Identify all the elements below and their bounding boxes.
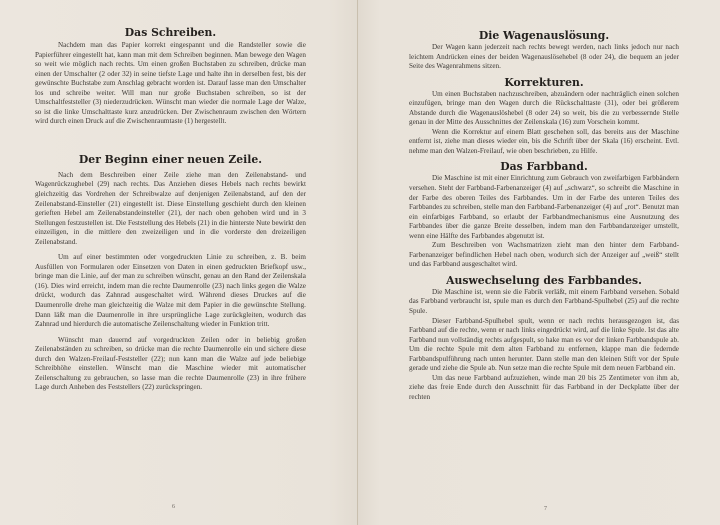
page-number-left: 6 — [172, 504, 175, 510]
page-number-right: 7 — [544, 506, 547, 512]
right-page — [358, 0, 720, 525]
paragraph: Um das neue Farbband aufzuziehen, winde man 20 bis 25 Zentimeter von ihm ab, ziehe das freie Ende durch den Ausschnitt für das Farbband in der Deckplatte über der rechten — [409, 373, 679, 401]
section-heading-farbband: Das Farbband. — [500, 160, 588, 174]
section-heading-das-schreiben: Das Schreiben. — [124, 26, 217, 39]
right-page-text — [409, 29, 679, 403]
paragraph: Um einen Buchstaben nachzuschreiben, abzuändern oder nachträglich einen solchen einzufügen, bringe man den Wagen durch die Rückschalttaste (31), oder bei größerem Abstande durch die Wagenauslöshebel (8 oder 24) so weit, bis die zu verbessernde Stelle genau in der Mitte des Ausschnittes der Zeilenskala (16) zum Vorschein kommt. — [409, 89, 679, 127]
paragraph: Nachdem man das Papier korrekt eingespannt und die Randsteller sowie die Papierführer eingestellt hat, kann man mit dem Schreiben beginnen. Man bewege den Wagen so weit wie möglich nach rechts. Um einen großen Buchstaben zu schreiben, drücke man einen der Umschalter (2 oder 32) in seine tiefste Lage und halte ihn in derselben fest, bis der gewünschte Buchstabe zum Anschlag gebracht worden ist. Darauf lasse man den Umschalter los und schreibe weiter. Will man nur große Buchstaben schreiben, so ist der Umschaltfeststeller (3) niederzudrücken. Wünscht man wieder die normale Lage der Walze, so ist die linke Umschalttaste kurz anzudrücken. Der Zwischenraum zwischen den Wörtern wird durch einen Druck auf die Zwischenraumtaste (1) hergestellt. — [35, 41, 306, 126]
section-heading-auswechselung: Auswechselung des Farbbandes. — [446, 273, 642, 287]
paragraph: Die Maschine ist, wenn sie die Fabrik verläßt, mit einem Farbband versehen. Sobald das Farbband verbraucht ist, spule man es durch den Farbband-Spulhebel (25) auf die rechte Spule. — [409, 287, 679, 316]
paragraph: Der Wagen kann jederzeit nach rechts bewegt werden, nach links jedoch nur nach leichtem Andrücken eines der beiden Wagenauslösehebel (8 oder 24), die bequem an jeder Seite des Wagenrahmens sitzen. — [409, 43, 679, 71]
section-heading-neue-zeile: Der Beginn einer neuen Zeile. — [78, 152, 263, 166]
paragraph: Um auf einer bestimmten oder vorgedruckten Linie zu schreiben, z. B. beim Ausfüllen von Formularen oder Einsetzen von Daten in einen gedruckten Briefkopf usw., bringe man die Linie, auf der man zu schreiben wünscht, genau an den Rand der Zeilenskala (16). Dies wird erreicht, indem man die rechte Daumenrolle (23) nach links gegen die Walze drückt, wodurch das Zahnrad ausgeschaltet wird. Während dieses Druckes auf die Daumenrolle drehe man gleichzeitig die Walze mit dem Papier in die gewünschte Stellung. Dann läßt man die Daumenrolle in ihre ursprüngliche Lage zurückgleiten, wodurch das Zahnrad und hierdurch die automatische Zeilenschaltung wieder in Funktion tritt. — [35, 253, 306, 329]
section-heading-wagenausloesung: Die Wagenauslösung. — [478, 29, 610, 42]
paragraph: Wünscht man dauernd auf vorgedruckten Zeilen oder in beliebig großen Zeilenabständen zu schreiben, so drücke man die rechte Daumenrolle ein und sichere diese durch den Walzen-Freilauf-Feststeller (22); nun kann man die Walze auf jede beliebige Schreibhöhe einstellen. Wünscht man die Maschine wieder mit automatischer Zeilenschaltung zu gebrauchen, so lasse man die rechte Daumenrolle (23) in ihre frühere Lage durch Anheben des Feststellers (22) zurückspringen. — [35, 335, 306, 392]
paragraph: Dieser Farbband-Spulhebel spult, wenn er nach rechts herausgezogen ist, das Farbband auf die rechte, wenn er nach links eingedrückt wird, auf die linke Spule. Ist das alte Farbband nun vollständig rechts aufgespult, so hake man es vor der linken Farbbandspule ab. Um die rechte Spule mit dem alten Farbband zu entfernen, klappe man die federnde Farbbandspulführung nach unten herunter. Dann stelle man den kleinen Stift vor der Spule gerade und ziehe die Spule ab. Nun setze man die rechte Spule mit dem neuen Farbband ein. — [409, 316, 679, 373]
left-page — [0, 0, 357, 525]
paragraph: Wenn die Korrektur auf einem Blatt geschehen soll, das bereits aus der Maschine entfernt ist, ziehe man dieses wieder ein, bis die Schrift über der Skala (16) erscheint. Evtl. nehme man den Walzen-Freilauf, wie oben beschrieben, zu Hilfe. — [409, 127, 679, 155]
paragraph: Nach dem Beschreiben einer Zeile ziehe man den Zeilenabstand- und Wagenrückzughebel (29) nach rechts. Das Anziehen dieses Hebels nach rechts bewirkt gleichzeitig das Vordrehen der Schreibwalze auf denjenigen Zeilenabstand, auf den der Zeilenabstand-Einsteller (21) eingestellt ist. Diese Einstellung geschieht durch den kleinen gerieften Hebel am Zeilenabstandeinsteller (21), der nach oben gehoben wird und in 3 Stellungen festzustellen ist. Die Feststellung des Hebels (21) in die hinterste Nute bewirkt den einzeiligen, in die mittlere den zweizeiligen und in die vorderste den dreizeiligen Zeilenabstand. — [35, 170, 306, 246]
paragraph: Zum Beschreiben von Wachsmatrizen zieht man den hinter dem Farbband-Farbenanzeiger befindlichen Hebel nach oben, wodurch sich der Anzeiger auf „weiß“ stellt und das Farbband ausgeschaltet wird. — [409, 241, 679, 269]
section-heading-korrekturen: Korrekturen. — [504, 75, 584, 89]
left-page-text — [35, 26, 306, 393]
paragraph: Die Maschine ist mit einer Einrichtung zum Gebrauch von zweifarbigen Farbbändern versehen. Steht der Farbband-Farbenanzeiger (4) auf „schwarz“, so schreibt die Maschine in der Farbe des oberen Teiles des Farbbandes. Um in der Farbe des unteren Teiles des Farbbandes zu schreiben, stelle man den Farbband-Farbenanzeiger (4) auf „rot“. Benutzt man ein einfarbiges Farbband, so erlaubt der Farbbandmechanismus eine Ausnutzung des Farbbandes über die ganze Breite desselben, indem man den Farbbandanzeiger umstellt, wenn eine Hälfte des Farbbandes abgenutzt ist. — [409, 174, 679, 240]
